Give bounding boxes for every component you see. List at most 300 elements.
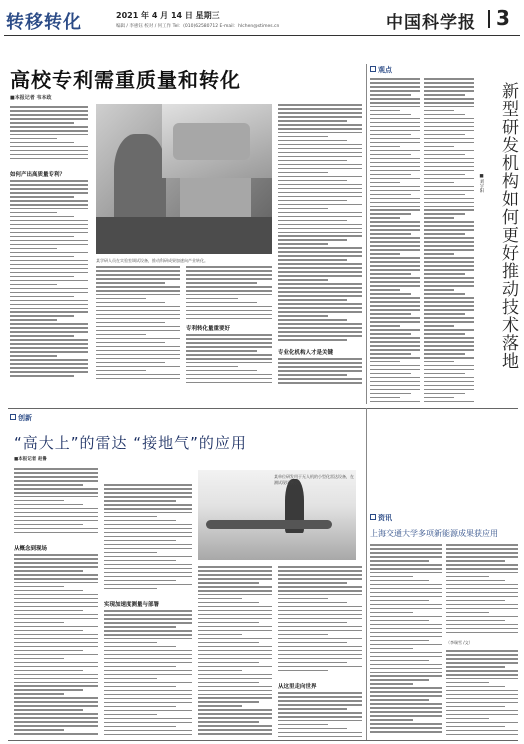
text-line (10, 323, 88, 325)
text-line (424, 110, 454, 112)
text-line (446, 678, 518, 680)
text-line (424, 237, 474, 239)
text-line (424, 114, 465, 116)
text-line (14, 606, 98, 608)
text-line (198, 690, 272, 692)
text-line (198, 642, 259, 644)
text-line (370, 297, 420, 299)
text-line (10, 208, 88, 210)
text-line (278, 140, 347, 142)
text-line (278, 736, 362, 738)
text-line (104, 610, 192, 612)
text-line (198, 662, 259, 664)
text-line (370, 293, 411, 295)
text-line (104, 528, 192, 530)
text-line (370, 209, 420, 211)
date-line (116, 10, 279, 29)
text-line (278, 590, 362, 592)
text-line (370, 715, 442, 717)
text-line (278, 366, 362, 368)
text-line (14, 500, 64, 502)
text-line (370, 393, 411, 395)
text-line (370, 273, 411, 275)
text-line (186, 334, 272, 336)
text-line (278, 267, 362, 269)
lead-col-3b-text (186, 334, 272, 386)
text-line (10, 339, 88, 341)
text-line (104, 548, 192, 550)
text-line (186, 286, 272, 288)
text-line (446, 556, 518, 558)
text-line (96, 322, 165, 324)
innovation-photo-caption: 某单位研发用于无人机的小型化雷达设备，在测试现场展示。 (274, 474, 354, 485)
text-line (278, 259, 347, 261)
text-line (14, 512, 98, 514)
text-line (446, 706, 505, 708)
text-line (278, 716, 362, 718)
text-line (96, 270, 180, 272)
text-line (446, 568, 518, 570)
text-line (424, 182, 454, 184)
text-line (278, 578, 362, 580)
text-line (370, 213, 411, 215)
text-line (424, 365, 474, 367)
text-line (198, 678, 272, 680)
text-line (278, 670, 328, 672)
text-line (104, 726, 176, 728)
text-line (104, 484, 192, 486)
text-line (198, 725, 272, 727)
text-line (104, 646, 176, 648)
text-line (370, 182, 400, 184)
text-line (370, 186, 420, 188)
innovation-col-4-text (278, 566, 362, 676)
text-line (278, 232, 362, 234)
text-line (14, 574, 98, 576)
text-line (424, 170, 474, 172)
text-line (278, 646, 362, 648)
section-title: 转移转化 (6, 12, 82, 33)
text-line (14, 554, 98, 556)
text-line (370, 703, 442, 705)
commentary-kicker-box (370, 66, 376, 72)
text-line (424, 138, 474, 140)
text-line (278, 104, 362, 106)
text-line (10, 224, 88, 226)
text-line (446, 702, 518, 704)
text-line (10, 228, 88, 230)
text-line (96, 374, 180, 376)
text-line (424, 293, 465, 295)
text-line (14, 532, 98, 534)
text-line (424, 178, 474, 180)
text-line (104, 698, 192, 700)
text-line (370, 683, 413, 685)
text-line (424, 321, 474, 323)
text-line (278, 630, 362, 632)
text-line (424, 393, 465, 395)
commentary-kicker: 观点 (378, 66, 392, 74)
text-line (370, 329, 420, 331)
text-line (278, 128, 362, 130)
text-line (370, 377, 420, 379)
text-line (96, 294, 180, 296)
text-line (186, 314, 272, 316)
text-line (96, 350, 180, 352)
text-line (446, 588, 518, 590)
text-line (104, 488, 192, 490)
text-line (278, 224, 362, 226)
text-line (14, 508, 98, 510)
lead-col-1-text (10, 106, 88, 166)
text-line (424, 349, 474, 351)
innovation-col-2b-text (104, 610, 192, 740)
text-line (14, 662, 98, 664)
text-line (370, 552, 442, 554)
lead-col-2-text (96, 266, 180, 386)
text-line (104, 630, 192, 632)
innovation-col-2-text (104, 484, 192, 594)
text-line (96, 302, 165, 304)
text-line (446, 580, 505, 582)
text-line (424, 277, 474, 279)
text-line (370, 600, 429, 602)
text-line (14, 578, 98, 580)
text-line (14, 650, 83, 652)
text-line (424, 198, 474, 200)
text-line (370, 106, 420, 108)
text-line (424, 98, 474, 100)
page-header (4, 4, 520, 36)
text-line (424, 309, 474, 311)
text-line (104, 666, 176, 668)
innovation-headline: “高大上”的雷达 “接地气”的应用 (14, 434, 247, 452)
text-line (104, 678, 157, 680)
text-line (424, 361, 454, 363)
text-line (424, 150, 474, 152)
text-line (198, 729, 272, 731)
text-line (370, 691, 442, 693)
text-line (424, 142, 474, 144)
text-line (10, 252, 88, 254)
text-line (370, 353, 411, 355)
text-line (278, 311, 362, 313)
text-line (370, 652, 442, 654)
text-line (104, 504, 192, 506)
text-line (104, 516, 157, 518)
text-line (278, 208, 328, 210)
text-line (186, 374, 272, 376)
text-line (10, 300, 88, 302)
text-line (370, 198, 420, 200)
text-line (370, 668, 442, 670)
text-line (14, 717, 98, 719)
text-line (370, 166, 420, 168)
text-line (278, 570, 362, 572)
text-line (370, 98, 420, 100)
text-line (14, 682, 98, 684)
text-line (370, 719, 413, 721)
text-line (278, 132, 362, 134)
text-line (14, 678, 98, 680)
text-line (370, 110, 400, 112)
text-line (96, 330, 180, 332)
lead-subhead-3: 专业化机构人才是关键 (278, 350, 334, 356)
text-line (370, 130, 420, 132)
commentary-col-2-text (424, 78, 474, 408)
text-line (424, 273, 465, 275)
text-line (370, 361, 400, 363)
text-line (10, 359, 88, 361)
text-line (424, 369, 474, 371)
brief-kicker: 资讯 (378, 514, 392, 522)
text-line (446, 690, 518, 692)
text-line (10, 371, 88, 373)
text-line (198, 733, 272, 735)
text-line (370, 711, 442, 713)
text-line (104, 560, 176, 562)
text-line (104, 532, 192, 534)
text-line (370, 632, 442, 634)
text-line (424, 265, 474, 267)
text-line (424, 341, 474, 343)
text-line (198, 606, 272, 608)
text-line (10, 232, 88, 234)
text-line (278, 315, 328, 317)
text-line (186, 282, 257, 284)
text-line (424, 289, 454, 291)
text-line (14, 476, 98, 478)
text-line (278, 156, 362, 158)
text-line (424, 86, 474, 88)
text-line (96, 282, 165, 284)
text-line (278, 582, 347, 584)
text-line (198, 721, 259, 723)
text-line (370, 174, 411, 176)
text-line (424, 162, 474, 164)
text-line (186, 362, 272, 364)
text-line (370, 695, 442, 697)
text-line (104, 544, 192, 546)
text-line (14, 713, 98, 715)
text-line (446, 604, 518, 606)
text-line (278, 200, 347, 202)
text-line (370, 309, 420, 311)
text-line (96, 290, 180, 292)
text-line (370, 245, 420, 247)
text-line (424, 90, 474, 92)
text-line (278, 160, 347, 162)
text-line (278, 704, 362, 706)
text-line (10, 150, 88, 152)
text-line (198, 674, 272, 676)
text-line (104, 568, 192, 570)
text-line (370, 596, 442, 598)
text-line (198, 658, 272, 660)
text-line (10, 319, 57, 321)
text-line (278, 566, 362, 568)
text-line (186, 310, 272, 312)
text-line (14, 602, 98, 604)
text-line (96, 286, 180, 288)
text-line (278, 184, 362, 186)
text-line (370, 381, 420, 383)
text-line (14, 504, 83, 506)
text-line (186, 278, 272, 280)
commentary-col-1-text (370, 78, 420, 408)
text-line (370, 640, 429, 642)
text-line (10, 142, 74, 144)
text-line (198, 682, 259, 684)
text-line (10, 106, 88, 108)
text-line (198, 670, 242, 672)
editor-contacts: 编辑 / 李惠钰 校对 / 何工作 Tel：(010)62580712 E-mail：hlchen@stimes.cn (116, 24, 280, 29)
text-line (370, 114, 411, 116)
text-line (446, 694, 518, 696)
text-line (278, 116, 362, 118)
text-line (14, 634, 98, 636)
text-line (446, 682, 489, 684)
text-line (104, 686, 176, 688)
text-line (10, 367, 88, 369)
text-line (370, 253, 400, 255)
text-line (10, 311, 88, 313)
text-line (370, 150, 420, 152)
text-line (104, 654, 192, 656)
text-line (198, 630, 272, 632)
text-line (278, 378, 362, 380)
text-line (14, 626, 98, 628)
text-line (10, 284, 57, 286)
text-line (370, 675, 442, 677)
text-line (370, 221, 420, 223)
text-line (198, 634, 242, 636)
text-line (278, 124, 362, 126)
text-line (446, 734, 518, 736)
text-line (278, 654, 362, 656)
text-line (198, 666, 272, 668)
text-line (424, 381, 474, 383)
text-line (186, 382, 272, 384)
text-line (370, 572, 442, 574)
text-line (278, 152, 362, 154)
text-line (278, 255, 362, 257)
newspaper-page (4, 4, 520, 740)
text-line (10, 264, 88, 266)
text-line (370, 628, 442, 630)
text-line (10, 248, 57, 250)
text-line (424, 118, 474, 120)
text-line (446, 662, 518, 664)
text-line (370, 612, 413, 614)
text-line (370, 699, 429, 701)
text-line (424, 317, 474, 319)
text-line (370, 122, 420, 124)
text-line (10, 126, 88, 128)
lead-headline: 高校专利需重质量和转化 (10, 68, 241, 92)
text-line (278, 148, 362, 150)
text-line (14, 733, 98, 735)
text-line (424, 401, 474, 403)
text-line (370, 365, 420, 367)
text-line (104, 722, 192, 724)
text-line (96, 378, 180, 380)
text-line (278, 299, 347, 301)
text-line (424, 122, 474, 124)
text-line (186, 318, 272, 320)
text-line (14, 705, 98, 707)
text-line (10, 280, 88, 282)
text-line (198, 638, 272, 640)
lead-col-4b-text (278, 358, 362, 388)
text-line (370, 560, 429, 562)
text-line (370, 202, 420, 204)
text-line (278, 708, 347, 710)
text-line (424, 389, 474, 391)
text-line (446, 726, 505, 728)
text-line (370, 217, 400, 219)
text-line (14, 622, 64, 624)
text-line (278, 271, 362, 273)
innovation-kicker: 创新 (18, 414, 32, 422)
text-line (278, 136, 328, 138)
text-line (424, 206, 474, 208)
text-line (14, 725, 98, 727)
text-line (424, 229, 474, 231)
text-line (370, 178, 420, 180)
text-line (370, 648, 413, 650)
text-line (10, 154, 88, 156)
text-line (278, 319, 347, 321)
text-line (10, 216, 74, 218)
text-line (370, 237, 420, 239)
text-line (370, 397, 400, 399)
text-line (104, 584, 192, 586)
text-line (370, 385, 420, 387)
text-line (370, 401, 420, 403)
text-line (446, 714, 518, 716)
text-line (278, 295, 362, 297)
innovation-col-1-text (14, 468, 98, 538)
innovation-col-4b-text (278, 692, 362, 740)
text-line (104, 572, 192, 574)
text-line (104, 508, 192, 510)
text-line (278, 204, 362, 206)
text-line (10, 188, 88, 190)
text-line (424, 106, 474, 108)
text-line (370, 86, 420, 88)
brief-col-2-text (446, 544, 518, 638)
text-line (278, 287, 362, 289)
text-line (14, 701, 98, 703)
text-line (370, 206, 420, 208)
text-line (198, 610, 272, 612)
text-line (370, 146, 400, 148)
text-line (278, 650, 362, 652)
text-line (198, 701, 259, 703)
text-line (10, 158, 88, 160)
text-line (424, 297, 474, 299)
text-line (278, 712, 362, 714)
text-line (10, 256, 74, 258)
text-line (278, 216, 362, 218)
text-line (14, 528, 98, 530)
text-line (370, 305, 420, 307)
text-line (424, 221, 474, 223)
text-line (198, 598, 242, 600)
text-line (104, 540, 176, 542)
text-line (278, 370, 362, 372)
